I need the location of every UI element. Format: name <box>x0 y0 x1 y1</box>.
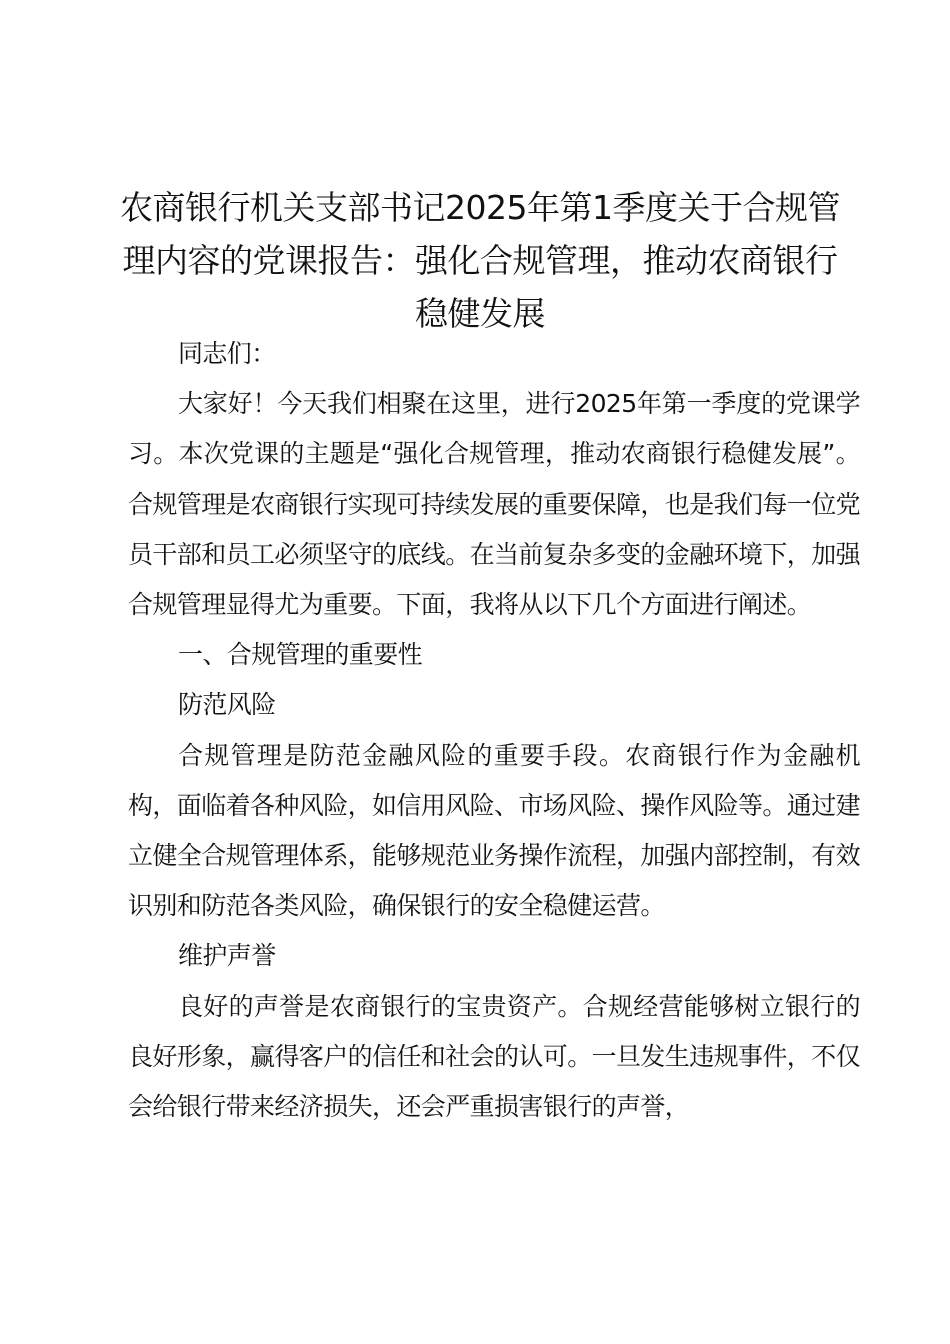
salutation-paragraph: 同志们： <box>178 339 276 368</box>
section-heading: 一、合规管理的重要性 <box>178 640 423 670</box>
intro-paragraph: 大家好！今天我们相聚在这里，进行2025年第一季度的党课学习。本次党课的主题是“强化合规管理，推动农商银行稳健发展”。合规管理是农商银行实现可持续发展的重要保障，也是我们每一位党员干部和员工必须坚守的底线。在当前复杂多变的金融环境下，加强合规管理显得尤为重要。下面，我将从以下几个方面进行阐述。 <box>128 389 861 620</box>
risk-paragraph: 合规管理是防范金融风险的重要手段。农商银行作为金融机构，面临着各种风险，如信用风险、市场风险、操作风险等。通过建立健全合规管理体系，能够规范业务操作流程，加强内部控制，有效识别和防范各类风险，确保银行的安全稳健运营。 <box>128 740 861 921</box>
subheading-risk: 防范风险 <box>178 690 276 720</box>
reputation-paragraph: 良好的声誉是农商银行的宝贵资产。合规经营能够树立银行的良好形象，赢得客户的信任和社会的认可。一旦发生违规事件，不仅会给银行带来经济损失，还会严重损害银行的声誉， <box>128 991 861 1122</box>
subheading-reputation: 维护声誉 <box>178 941 276 971</box>
document-title: 农商银行机关支部书记2025年第1季度关于合规管理内容的党课报告：强化合规管理，推动农商银行稳健发展 <box>120 188 840 333</box>
document-body <box>128 329 860 1132</box>
